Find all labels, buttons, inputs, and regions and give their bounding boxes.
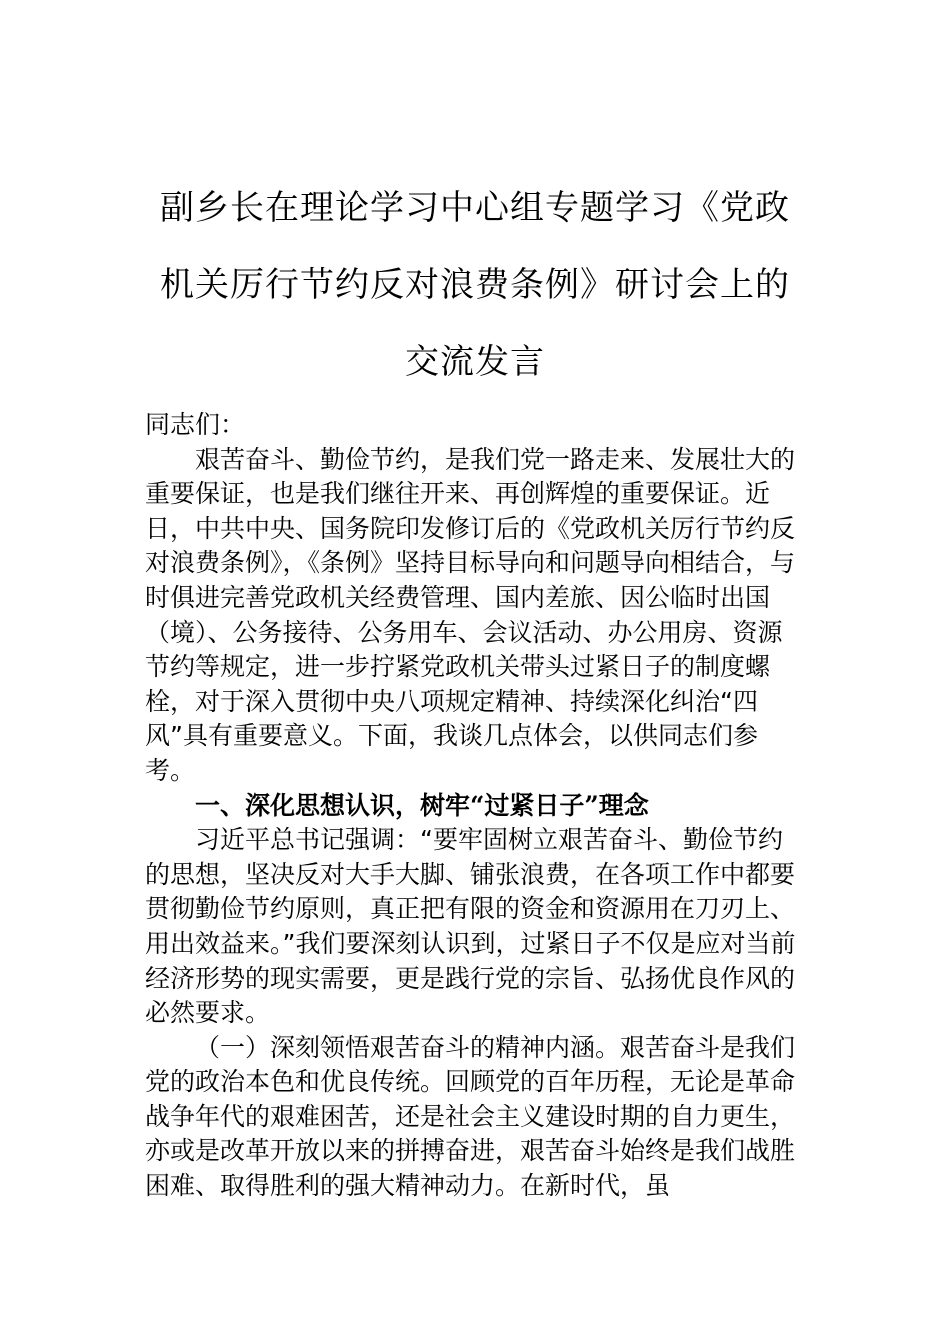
document-body <box>145 408 807 1204</box>
document-title <box>145 170 805 401</box>
section-heading: 一、深化思想认识，树牢“过紧日子”理念 <box>195 790 649 820</box>
section-paragraph-quote: 习近平总书记强调：“要牢固树立艰苦奋斗、勤俭节约的思想，坚决反对大手大脚、铺张浪费，在各项工作中都要贯彻勤俭节约原则，真正把有限的资金和资源用在刀刃上、用出效益来。”我们要深刻认识到，过紧日子不仅是应对当前经济形势的现实需要，更是践行党的宗旨、弘扬优良作风的必然要求。 <box>145 825 796 1028</box>
title-line-2: 机关厉行节约反对浪费条例》研讨会上的 <box>160 265 790 305</box>
intro-paragraph: 艰苦奋斗、勤俭节约，是我们党一路走来、发展壮大的重要保证，也是我们继往开来、再创辉煌的重要保证。近日，中共中央、国务院印发修订后的《党政机关厉行节约反对浪费条例》，《条例》坚持目标导向和问题导向相结合，与时俱进完善党政机关经费管理、国内差旅、因公临时出国（境）、公务接待、公务用车、会议活动、办公用房、资源节约等规定，进一步拧紧党政机关带头过紧日子的制度螺栓，对于深入贯彻中央八项规定精神、持续深化纠治“四风”具有重要意义。下面，我谈几点体会，以供同志们参考。 <box>145 444 796 785</box>
salutation: 同志们： <box>145 410 246 439</box>
title-line-1: 副乡长在理论学习中心组专题学习《党政 <box>160 188 790 228</box>
section-paragraph-subpoint-1: （一）深刻领悟艰苦奋斗的精神内涵。艰苦奋斗是我们党的政治本色和优良传统。回顾党的百年历程，无论是革命战争年代的艰难困苦，还是社会主义建设时期的自力更生，亦或是改革开放以来的拼搏奋进，艰苦奋斗始终是我们战胜困难、取得胜利的强大精神动力。在新时代，虽 <box>145 1032 796 1201</box>
title-line-3: 交流发言 <box>405 342 545 382</box>
